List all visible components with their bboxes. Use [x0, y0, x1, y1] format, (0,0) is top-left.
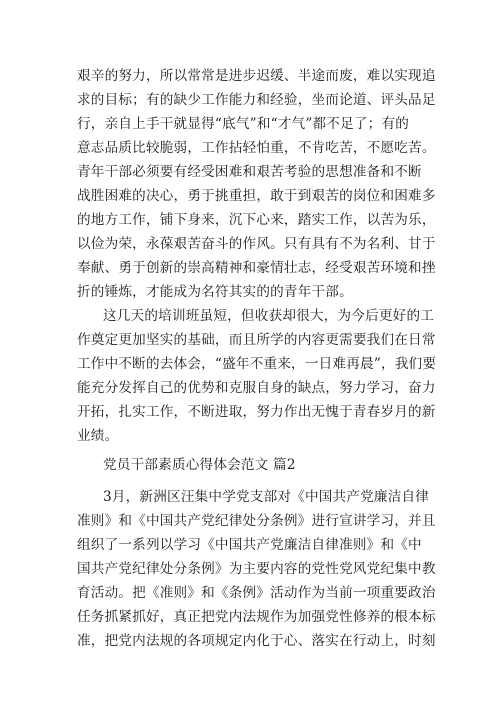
text-line: 国共产党纪律处分条例》为主要内容的党性党风党纪集中教: [77, 561, 436, 577]
text-line: 折的锤炼，才能成为名符其实的的青年干部。: [77, 284, 353, 300]
text-line: 求的目标；有的缺少工作能力和经验，坐而论道、评头品足: [77, 92, 436, 108]
text-line: 组织了一系列以学习《中国共产党廉洁自律准则》和《中: [77, 537, 422, 553]
text-line: 意志品质比较脆弱，工作拈轻怕重，不肯吃苦，不愿吃苦。: [77, 140, 436, 156]
text-line: 业绩。: [77, 428, 119, 444]
text-line: 战胜困难的决心，勇于挑重担，敢于到艰苦的岗位和困难多: [77, 188, 436, 204]
text-line: 青年干部必须要有经受困难和艰苦考验的思想准备和不断: [77, 164, 422, 180]
text-line: 育活动。把《准则》和《条例》活动作为当前一项重要政治: [77, 585, 436, 601]
text-line: 以俭为荣，永葆艰苦奋斗的作风。只有具有不为名利、甘于: [77, 236, 436, 252]
text-line: 准则》和《中国共产党纪律处分条例》进行宣讲学习，并且: [77, 513, 436, 529]
text-line: 的地方工作，铺下身来，沉下心来，踏实工作，以苦为乐，: [77, 212, 436, 228]
paragraph-first-line: 这几天的培训班虽短，但收获却很大，为今后更好的工: [103, 308, 435, 324]
text-line: 奉献、勇于创新的崇高精神和豪情壮志，经受艰苦环境和挫: [77, 260, 436, 276]
text-line: 能充分发挥自己的优势和克服自身的缺点，努力学习，奋力: [77, 380, 436, 396]
text-line: 开拓，扎实工作，不断进取，努力作出无愧于青春岁月的新: [77, 404, 436, 420]
paragraph-first-line: 3月，新洲区汪集中学党支部对《中国共产党廉洁自律: [103, 489, 430, 505]
text-line: 艰辛的努力，所以常常是进步迟缓、半途而废，难以实现追: [77, 68, 436, 84]
text-line: 任务抓紧抓好，真正把党内法规作为加强党性修养的根本标: [77, 609, 436, 625]
section-heading: 党员干部素质心得体会范文 篇2: [103, 457, 296, 473]
text-line: 工作中不断的去体会，“盛年不重来，一日难再晨”，我们要: [77, 356, 437, 372]
text-line: 作奠定更加坚实的基础，而且所学的内容更需要我们在日常: [77, 332, 436, 348]
text-line: 准，把党内法规的各项规定内化于心、落实在行动上，时刻: [77, 633, 436, 649]
text-line: 行，亲自上手干就显得“底气”和“才气”都不足了；有的: [77, 116, 410, 132]
